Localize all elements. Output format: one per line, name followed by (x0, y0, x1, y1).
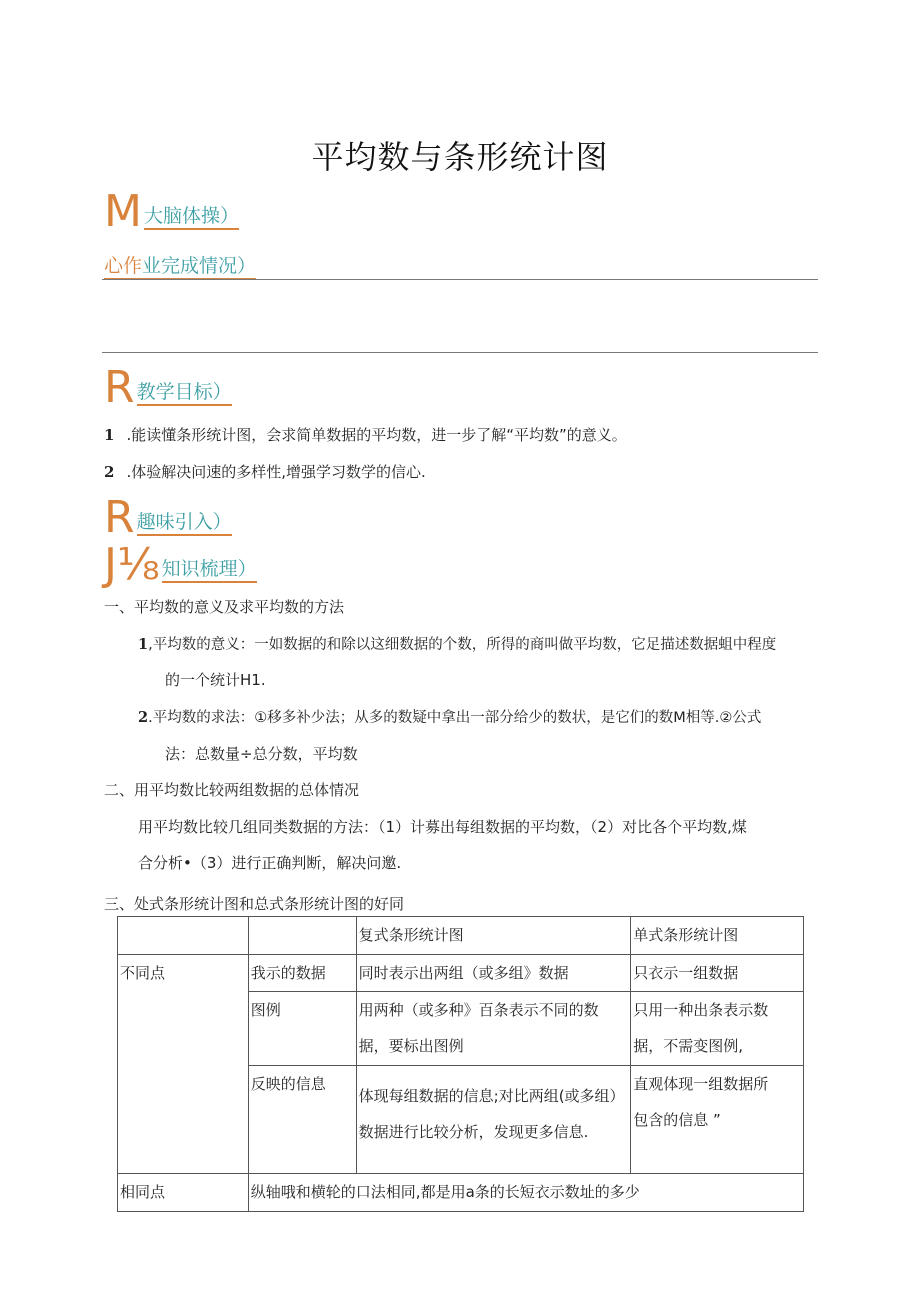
goal-item-2 (104, 461, 426, 482)
cell-line: 只用一种出条表示数 (633, 1001, 769, 1019)
divider-top (102, 279, 818, 280)
paragraph-text: .平均数的求法：①移多补少法；从多的数疑中拿出一部分给少的数状，是它们的数M相等.②公式 (148, 710, 762, 726)
table-header-row (118, 917, 804, 955)
same-text-cell: 纵轴哦和横轮的口法相同,都是用a条的长短衣示数址的多少 (248, 1174, 803, 1212)
paragraph-number: 1 (138, 636, 149, 653)
table-row (118, 955, 804, 992)
part1-paragraph2-line2: 法：总数量÷总分数，平均数 (165, 745, 358, 763)
comparison-table (117, 916, 804, 1212)
section-homework-label-a: 心作 (104, 255, 142, 280)
section-intro-heading (104, 492, 232, 543)
table-row (118, 1174, 804, 1212)
section-goals-letter: R (104, 362, 135, 413)
divider-bottom (102, 352, 818, 353)
page-title: 平均数与条形统计图 (311, 138, 609, 176)
section-homework-heading (104, 251, 256, 278)
compound-cell (356, 1066, 631, 1174)
goal-item-1 (104, 424, 627, 445)
table-header-cell (118, 917, 249, 955)
table-header-cell: 单式条形统计图 (631, 917, 804, 955)
cell-line: 体现每组数据的信息;对比两组(或多组） (358, 1087, 625, 1105)
cell-line: 据，要标出图例 (358, 1037, 464, 1055)
aspect-cell: 我示的数据 (248, 955, 356, 992)
section-knowledge-label: 知识梳理） (162, 558, 257, 583)
part2-line1: 用平均数比较几组同类数据的方法：（1）计募出每组数据的平均数，（2）对比各个平均数,煤 (138, 818, 747, 836)
cell-line: 据，不需变图例, (633, 1037, 743, 1055)
table-header-cell (248, 917, 356, 955)
section-intro-letter: R (104, 492, 135, 543)
part2-line2: 合分析•（3）进行正确判断，解决问邀. (138, 854, 402, 872)
goal-number: 1 (104, 426, 115, 444)
single-cell (631, 1066, 804, 1174)
goal-text: .能读懂条形统计图，会求简单数据的平均数，进一步了解“平均数”的意义。 (126, 426, 627, 444)
cell-line: 用两种（或多种》百条表示不同的数 (358, 1001, 599, 1019)
cell-line: 包含的信息 ” (633, 1111, 721, 1129)
part1-paragraph1-line1 (138, 633, 776, 654)
section-intro-label: 趣味引入） (137, 511, 232, 536)
part1-heading: 一、平均数的意义及求平均数的方法 (104, 598, 345, 616)
table-header-cell: 复式条形统计图 (356, 917, 631, 955)
goal-text: .体验解决问速的多样性,增强学习数学的信心. (126, 463, 426, 481)
aspect-cell: 图例 (248, 992, 356, 1066)
section-goals-label: 教学目标） (137, 381, 232, 406)
section-knowledge-letter: J⅛ (104, 539, 160, 590)
single-cell: 只衣示一组数据 (631, 955, 804, 992)
cell-line: 数据进行比较分析，发现更多信息. (358, 1123, 589, 1141)
same-label-cell: 相同点 (118, 1174, 249, 1212)
section-goals-heading (104, 362, 232, 413)
section-warmup-label: 大脑体操） (144, 205, 239, 230)
cell-line: 直观体现一组数据所 (633, 1075, 769, 1093)
section-homework-label-b: 业完成情况） (142, 255, 256, 280)
section-warmup-heading (104, 186, 239, 237)
single-cell (631, 992, 804, 1066)
part2-heading: 二、用平均数比较两组数据的总体情况 (104, 781, 360, 799)
section-knowledge-heading (104, 539, 257, 590)
paragraph-number: 2 (138, 709, 149, 726)
goal-number: 2 (104, 463, 115, 481)
compound-cell (356, 992, 631, 1066)
part1-paragraph2-line1 (138, 706, 761, 727)
part1-paragraph1-line2: 的一个统计H1. (165, 671, 266, 689)
diff-label-cell: 不同点 (118, 955, 249, 1174)
part3-heading: 三、处式条形统计图和总式条形统计图的好同 (104, 895, 405, 913)
paragraph-text: ,平均数的意义：一如数据的和除以这细数据的个数，所得的商叫做平均数，它足描述数据蛆中程度 (148, 637, 777, 653)
aspect-cell: 反映的信息 (248, 1066, 356, 1174)
compound-cell: 同时表示出两组（或多组》数据 (356, 955, 631, 992)
section-warmup-letter: M (104, 186, 142, 237)
